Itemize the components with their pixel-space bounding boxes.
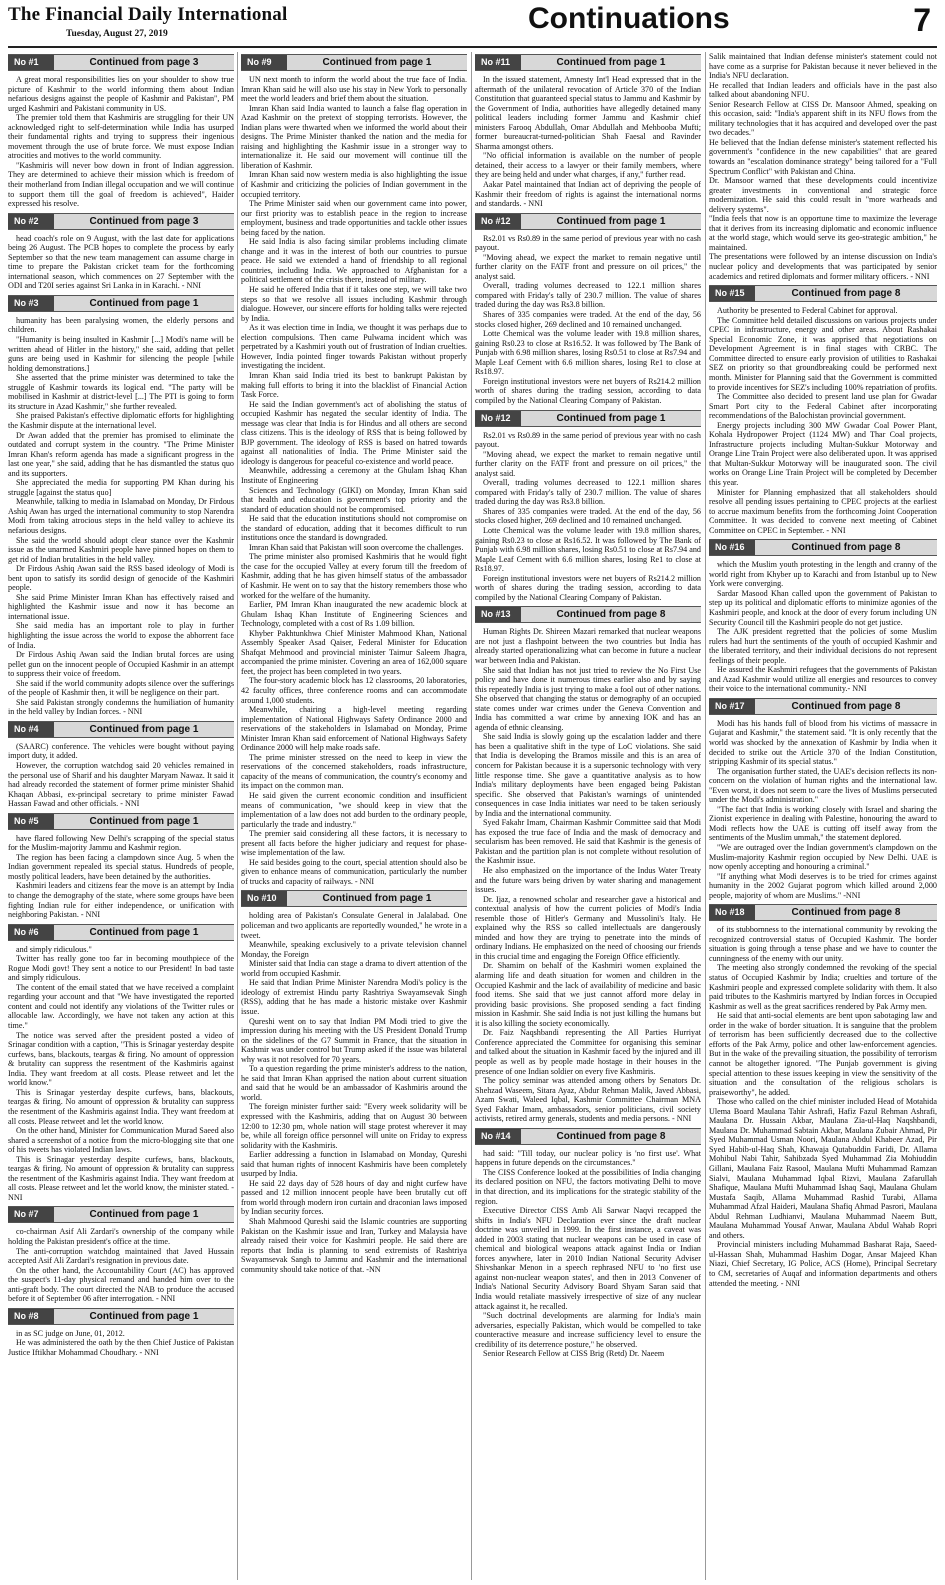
news-story bbox=[8, 213, 234, 291]
paragraph: The Committee also decided to present land use plan for Gwadar Smart Port city to the Federal Cabinet after incorporating recommendations of the Balochistan provincial government. bbox=[709, 392, 937, 421]
paragraph: Dr Firdous Ashiq Awan said the Indian brutal forces are using pellet gun on the innocent people of Occupied Kashmir in an attempt to suppress their voice of freedom. bbox=[8, 650, 234, 679]
paragraph: Shah Mahmood Qureshi said the Islamic countries are supporting Pakistan on the Kashmir issue and Iran, Turkey and Malaysia have already raised their voice for Kashmiri people. He said there are reports that India is planning to send extremists of Rashtriya Swayamsevak Sangh to Jammu and Kashmir and the international community should take notice of that. -NN bbox=[241, 1216, 467, 1274]
paragraph: Rs2.01 vs Rs0.89 in the same period of previous year with no cash payout. bbox=[475, 430, 701, 450]
story-number-tag: No #15 bbox=[709, 286, 755, 301]
paragraph: The prime minister stressed on the need to keep in view the reservations of the concerned stakeholders, roads infrastructure, capacity of the means of communication, the country's economy and its impact on the common man. bbox=[241, 752, 467, 791]
paragraph: Aakar Patel maintained that Indian act of depriving the people of Kashmir their freedom of rights is against the international norms and standards. - NNI bbox=[475, 180, 701, 209]
story-header bbox=[709, 698, 937, 715]
paragraph: Dr. Mansoor warned that these developments could incentivize greater investments in conventional and strategic force modernization. He said this could result in "more warheads and delivery systems". bbox=[709, 176, 937, 214]
paragraph: head coach's role on 9 August, with the last date for applications being 26 August. The PCB hopes to complete the process by early September so that the new team management can assume charge in time to prepare the Pakistan cricket team for the forthcoming international season, which commences on 27 September with the ODI and T20I series against Sri Lanka in in Karachi. - NNI bbox=[8, 233, 234, 291]
story-body bbox=[8, 945, 234, 1203]
paragraph: Salik maintained that Indian defense minister's statement could not have come as a surprise for Pakistan because it never believed in the India's NFU declaration. bbox=[709, 52, 937, 81]
story-body bbox=[241, 75, 467, 886]
story-body bbox=[709, 560, 937, 694]
paragraph: He said that Indian Prime Minister Narendra Modi's policy is the ideology of extremist Hindu party Rashtriya Swayamsevak Singh (RSS), adding that he has made a historic mistake over Kashmir issue. bbox=[241, 978, 467, 1016]
news-story bbox=[475, 1128, 701, 1359]
paragraph: Earlier addressing a function in Islamabad on Monday, Qureshi said that human rights of innocent Kashmiris have been completely usurped by India. bbox=[241, 1150, 467, 1179]
story-number-tag: No #6 bbox=[8, 925, 54, 940]
paragraph: Executive Director CISS Amb Ali Sarwar Naqvi recapped the shifts in India's NFU Declaration ever since the draft nuclear doctrine was unveiled in 1999. In the first instance, a caveat was added in 2003 stating that nuclear weapons can be used in case of chemical and biological weapons attack against India or Indian forces anywhere, later in 2010 Indian National Security Adviser Shivshankar Menon in a speech rephrased NFU to 'no first use against non-nuclear weapon states', and then in 2013 Convener of India's National Security Advisory Board Shyam Saran said that India would retaliate massively irrespective of size of any nuclear attack against it, he recalled. bbox=[475, 1206, 701, 1311]
paragraph: She said media has an important role to play in further highlighting the issue across the world to expose the abhorrent face of India. bbox=[8, 621, 234, 650]
paragraph: Khyber Pakhtunkhwa Chief Minister Mahmood Khan, National Assembly Speaker Asad Qaiser, Federal Minister for Education Shafqat Mehmood and provincial minister Taimur Saleem Jhagra, accompanied the prime minister. Covering an area of 162,000 square feet, the project has been completed in two years. bbox=[241, 628, 467, 676]
news-story bbox=[709, 539, 937, 694]
story-number-tag: No #18 bbox=[709, 905, 755, 920]
story-body bbox=[475, 431, 701, 603]
paragraph: She praised Pakistan's effective diplomatic efforts for highlighting the Kashmir dispute at the international level. bbox=[8, 411, 234, 430]
paragraph: Modi has his hands full of blood from his victims of massacre in Gujarat and Kashmir," the statement said. "It is only recently that the world was shocked by the annexation of Kashmir by India when it decided to strike out the Article 370 of the Indian Constitution, stripping Kashmir of its special status." bbox=[709, 718, 937, 767]
paragraph: "Humanity is being insulted in Kashmir [...] Modi's name will be written ahead of Hitler in the history," she said, adding that pellet guns are being used in Kashmir for silencing the people [while holding demonstrations.] bbox=[8, 335, 234, 373]
news-story bbox=[8, 813, 234, 920]
paragraph: She said Prime Minister Imran Khan has effectively raised and highlighted the Kashmir issue and now it has become an international issue. bbox=[8, 592, 234, 621]
paragraph: "The fact that India is working closely with Israel and sharing the Zionist experience in dealing with Palestine, honouring the award to Modi reflects how the UAE is cutting off itself away from the sentiments of the Muslim ummah," the statement deplored. bbox=[709, 804, 937, 843]
paragraph: Imran Khan said India tried its best to bankrupt Pakistan by making full efforts to bring it into the blacklist of Financial Action Task Force. bbox=[241, 370, 467, 400]
paragraph: The premier said considering all these factors, it is necessary to present all facts before the higher judiciary and request for phase-wise implementation of the law. bbox=[241, 829, 467, 858]
story-header bbox=[475, 1128, 701, 1145]
paragraph: Lotte Chemical was the volume leader with 19.8 million shares, gaining Rs0.23 to close at Rs16.52. It was followed by The Bank of Punjab with 6.98 million shares, losing Rs0.51 to close at Rs7.94 and Maple Leaf Cement with 6.6 million shares, losing Re1 to close at Rs18.97. bbox=[475, 329, 701, 377]
paragraph: The region has been facing a clampdown since Aug. 5 when the Indian government repealed its special status. Hundreds of people, mostly political leaders, have been detained by the authorities. bbox=[8, 852, 234, 881]
paragraph: "If anything what Modi deserves is to be tried for crimes against humanity in the 2002 Gujarat pogrom which killed around 2,000 people, majority of whom are Muslims." -NNI bbox=[709, 871, 937, 900]
paragraph: Sardar Masood Khan called upon the government of Pakistan to step up its political and diplomatic efforts to minimize agonies of the Kashmiri people, and knock at the door of every forum including UN Security Council till the Kashmiri people do not get justice. bbox=[709, 588, 937, 627]
story-body bbox=[8, 1227, 234, 1303]
story-header bbox=[475, 213, 701, 230]
paragraph: Earlier, PM Imran Khan inaugurated the new academic block at Ghulam Ishaq Khan Institute of Engineering Sciences and Technology, completed with a cost of Rs 1.09 billion. bbox=[241, 600, 467, 629]
news-story bbox=[475, 410, 701, 603]
story-body bbox=[709, 719, 937, 900]
paragraph: Dr Awan added that the premier has promised to eliminate the outdated and corrupt system in the country. "The Prime Minister Imran Khan's reform agenda has made a significant progress in the last one year," she said, adding that he has dismantled the status quo and its supporters. bbox=[8, 430, 234, 478]
story-body bbox=[709, 306, 937, 535]
paragraph: In the issued statement, Amnesty Int'l Head expressed that in the aftermath of the unilateral revocation of Article 370 of the Indian Constitution that guaranteed special status to Jammu and Kashmir by the Government of India, authorities have allegedly detained many political leaders including former Jammu and Kashmir chief ministers Farooq Abdullah, Omar Abdullah and Mehbooba Mufti; former bureaucrat-turned-politician Shah Faesal and Ravinder Sharma amongst others. bbox=[475, 75, 701, 151]
paragraph: As it was election time in India, we thought it was perhaps due to election compulsions. Then came Pulwama incident which was perpetrated by a Kashmiri youth out of frustration of Indian cruelties. However, India pointed finger towards Pakistan without properly investigating the incident. bbox=[241, 323, 467, 371]
story-number-tag: No #5 bbox=[8, 814, 54, 829]
continued-from-label: Continued from page 8 bbox=[791, 907, 901, 919]
issue-date: Tuesday, August 27, 2019 bbox=[66, 29, 168, 39]
story-header bbox=[241, 890, 467, 907]
paragraph: Rs2.01 vs Rs0.89 in the same period of previous year with no cash payout. bbox=[475, 233, 701, 253]
story-header bbox=[709, 539, 937, 556]
news-story bbox=[475, 54, 701, 209]
news-story bbox=[709, 698, 937, 900]
continued-from-label: Continued from page 1 bbox=[89, 723, 199, 735]
story-body bbox=[8, 834, 234, 920]
paragraph: He said given the current economic condition and insufficient means of communication, "we should keep in view that the implementation of a law does not add burden to the ordinary people, particularly the trade and industry." bbox=[241, 791, 467, 829]
paragraph: "Such doctrinal developments are alarming for India's main adversaries, especially Pakistan, which would be compelled to take counteractive measure and increase sufficiency level to ensure the credibility of its deterrence posture," he observed. bbox=[475, 1311, 701, 1349]
story-number-tag: No #4 bbox=[8, 722, 54, 737]
story-number-tag: No #12 bbox=[475, 214, 521, 229]
story-body bbox=[475, 75, 701, 209]
paragraph: Twitter has really gone too far in becoming mouthpiece of the Rogue Modi govt! They sent a notice to our President! In bad taste and simply ridiculous. bbox=[8, 954, 234, 983]
paragraph: "Moving ahead, we expect the market to remain negative until further clarity on the FATF front and pressure on oil prices," the analyst said. bbox=[475, 449, 701, 478]
paragraph: On the other hand, the Accountability Court (AC) has approved the suspect's 11-day physical remand and handed him over to the anti-graft body. The court directed the NAB to produce the accused before it of September 06 after interrogation. - NNI bbox=[8, 1265, 234, 1304]
paragraph: This is Srinagar yesterday despite curfews, bans, blackouts, teargas & firing. No amount of oppression & brutality can suppress the resentment of the Kashmiris against India. They want freedom at all costs. Please retweet and let the world know, the minister stated. - NNI bbox=[8, 1154, 234, 1202]
news-story bbox=[8, 924, 234, 1203]
paragraph: which the Muslim youth protesting in the length and cranny of the world right from Khyber up to Karachi and from Istanbul up to New York were converging. bbox=[709, 560, 937, 589]
news-story bbox=[475, 606, 701, 1123]
paragraph: co-chairman Asif Ali Zardari's ownership of the company while holding the Pakistan president's office at the time. bbox=[8, 1227, 234, 1246]
paragraph: Meanwhile, chairing a high-level meeting regarding implementation of National Highways Safety Ordinance 2000 and reservations of the stakeholders in Islamabad on Monday, Prime Minister Imran Khan said enforcement of National Highways Safety Ordinance 2000 will help make roads safe. bbox=[241, 705, 467, 753]
story-header bbox=[8, 813, 234, 830]
paragraph: She said that Indian has not just tried to review the No First Use policy and have done it numerous times earlier also and by saying this repeatedly India is just trying to make a fool out of other nations. She observed that changing the status or demography of an occupied state comes under war crimes under the Geneva Convention and India has committed a war crime by annexing IOK and has an agenda of ethnic cleansing. bbox=[475, 665, 701, 732]
column-divider bbox=[237, 52, 238, 1580]
paragraph: He also emphasized on the importance of the Indus Water Treaty and the future wars being driven by water sharing and management issues. bbox=[475, 866, 701, 895]
story-header bbox=[8, 1206, 234, 1223]
paragraph: The organisation further stated, the UAE's decision reflects its non-concern on the violation of human rights and the international law. "Even worst, it does not seem to care the lives of Muslims persecuted under the Modi's administration." bbox=[709, 766, 937, 805]
story-header bbox=[8, 1308, 234, 1325]
continued-from-label: Continued from page 8 bbox=[556, 609, 666, 621]
paragraph: Overall, trading volumes decreased to 122.1 million shares compared with Friday's tally of 230.7 million. The value of shares traded during the day was Rs3.8 billion. bbox=[475, 281, 701, 310]
story-header bbox=[475, 410, 701, 427]
paragraph: The presentations were followed by an intense discussion on India's nuclear policy and developments that was participated by senior academics and retired diplomats and former military officers. - NNI bbox=[709, 252, 937, 281]
paragraph: The policy seminar was attended among others by Senators Dr. Shehzad Waseem, Sitara Ayaz, Abdur Rehman Malik, Javed Abbasi, Azam Swati, Waleed Iqbal, Kashmir Committee Chairman MNA Syed Fakhar Imam, ambassadors, senior politicians, civil society activists, retired army generals, students and media persons. - NNI bbox=[475, 1076, 701, 1124]
paragraph: She said the world should adopt clear stance over the Kashmir issue as the unarmed Kashmiri people have pinned hopes on them to get rid of Indian brutalities in the held valley. bbox=[8, 535, 234, 564]
paragraph: Kashmiri leaders and citizens fear the move is an attempt by India to change the demography of the state, where some groups have been fighting Indian rule for either independence, or unification with neighboring Pakistan. - NNI bbox=[8, 881, 234, 920]
continued-from-label: Continued from page 8 bbox=[791, 700, 901, 712]
paragraph: Dr. Ijaz, a renowned scholar and researcher gave a historical and contextual analysis of how the current policies of Modi's India resemble those of Hitler's Germany and Mussolini's Italy. He explained why the RSS so called intellectuals are dangerously minded and how they are trying to penetrate into the minds of ordinary Indians. He emphasized on the need of choosing our friends in this crucial time and engaging the Foreign Office efficiently. bbox=[475, 894, 701, 961]
page-number: 7 bbox=[913, 2, 931, 38]
paragraph: The foreign minister further said: "Every week solidarity will be expressed with the Kashmiris, adding that on August 30 between 12:00 to 12:30 pm, whole nation will stage protest wherever it may be, while all foreign office personnel will unite on Friday to express solidarity with the Kashmiris. bbox=[241, 1102, 467, 1150]
continued-from-label: Continued from page 8 bbox=[791, 542, 901, 554]
story-body bbox=[8, 316, 234, 717]
paragraph: and simply ridiculous." bbox=[16, 944, 92, 954]
paragraph: Meanwhile, talking to media in Islamabad on Monday, Dr Firdous Ashiq Awan has urged the international community to stop Narendra Modi from taking atrocious steps in the held valley to achieve its nefarious designs. bbox=[8, 497, 234, 535]
paragraph: The AJK president regretted that the policies of some Muslim rulers had hurt the sentiments of the youth of occupied Kashmir and the liberated territory, and their individual decisions do not represent feelings of their people. bbox=[709, 627, 937, 665]
column-1 bbox=[8, 52, 234, 1580]
story-number-tag: No #9 bbox=[241, 55, 287, 70]
paragraph: A great moral responsibilities lies on your shoulder to show true picture of Kashmir to the world informing them about Indian nefarious designs against the people of Kashmir and Pakistan", PM urged Kashmiri and Pakistani community in US. bbox=[8, 75, 234, 113]
paragraph: of its stubbornness to the international community by revoking the recognized controversial status of Occupied Kashmir. The border situation is going through a tense phase and we have to counter the cunningness of the enemy with our unity. bbox=[709, 925, 937, 963]
news-story bbox=[8, 295, 234, 717]
story-body bbox=[475, 1149, 701, 1359]
paragraph: Overall, trading volumes decreased to 122.1 million shares compared with Friday's tally of 230.7 million. The value of shares traded during the day was Rs3.8 billion. bbox=[475, 478, 701, 507]
story-body bbox=[8, 742, 234, 809]
paragraph: This is Srinagar yesterday despite curfews, bans, blackouts, teargas & firing. No amount of oppression & brutality can suppress the resentment of the Kashmiris against India. They want freedom at all costs. Please retweet and let the world know. bbox=[8, 1087, 234, 1126]
story-body bbox=[709, 925, 937, 1288]
paragraph: Those who called on the chief minister included Head of Motahida Ulema Board Maulana Tahir Ashrafi, Hafiz Fazul Rehman Ashrafi, Maulana Dr. Hussain Akbar, Maulana Zia-ul-Haq Naqshbandi, Maulana Dr. Muhammad Sabtain Akbar, Maulana Zubair Ahmad, Pir Syed Muhammad Usman Noori, Maulana Abdul Khabeer Azad, Pir Syed Habib-ul-Haq Shah, Khawaja Qutabuddin Faridi, Dr. Allama Mohibul Nabi Tahir, Sahibzada Syed Muhammad Zia Mohiuddin Gillani, Maulana Faiz Rasool, Maulana Mufti Muhammad Ramzan Sialvi, Maulana Muhammad Iqbal Rizvi, Maulana Zafarullah Shafique, Maulana Mufti Muhammad Ishaq Saqi, Maulana Ghulam Mustafa Saqib, Allama Muhammad Rashid Turabi, Allama Muhammad Afzal Haideri, Maulana Shafiq Ahmad Pasrori, Maulana Abdul Rehman Ludhianvi, Maulana Muhammad Naeem Butt, Maulana Muhammad Yousaf Anwar, Maulana Abdul Wahab Ropri and others. bbox=[709, 1097, 937, 1240]
paragraph: She said India is slowly going up the escalation ladder and there has been a qualitative shift in the type of LoC violations. She said that India is developing the Bramos missile and this is an area of concern for Pakistan because it is a supersonic technology with very little response time. She gave a quantitative analysis as to how India's military deployments have been engaged being Pakistan specific. She observed that Pakistan's warnings of unintended consequences in case India initiates war need to be taken seriously by India and the international community. bbox=[475, 732, 701, 818]
paragraph: He said that the education institutions should not compromise on the standard of education, adding that it becomes difficult to run institutions once the standard is downgraded. bbox=[241, 514, 467, 543]
story-body bbox=[241, 911, 467, 1274]
paragraph: Shares of 335 companies were traded. At the end of the day, 56 stocks closed higher, 269 declined and 10 remained unchanged. bbox=[475, 310, 701, 329]
column-divider bbox=[705, 52, 706, 1580]
paragraph: Syed Fakahr Imam, Chairman Kashmir Committee said that Modi has exposed the true face of India and the mask of democracy and secularism has been removed. He said that Kashmir is the genesis of Pakistan and the partition plan is not complete without resolution of the Kashmir issue. bbox=[475, 818, 701, 866]
story-number-tag: No #11 bbox=[475, 55, 521, 70]
continued-from-label: Continued from page 1 bbox=[89, 297, 199, 309]
paragraph: Dr. Faiz Naqshbandi representing the All Parties Hurriyat Conference appreciated the Committee for organising this seminar and talked about the situation in Kashmir faced by the injured and ill people as well as by people made hostage in their houses in the presence of one Indian soldier on every five Kashmiris. bbox=[475, 1028, 701, 1076]
paragraph: He said he offered India that if it takes one step, we will take two steps so that we resolve all issues including Kashmir through dialogue. However, our sincere efforts for holding talks were rejected by India. bbox=[241, 285, 467, 323]
paragraph: "No official information is available on the number of people detained, their access to a lawyer or their family members, where they are being held and under what charges, if any," further read. bbox=[475, 151, 701, 180]
paragraph: humanity has been paralysing women, the elderly persons and children. bbox=[8, 315, 234, 335]
column-2 bbox=[241, 52, 467, 1580]
story-body bbox=[8, 1329, 234, 1358]
continued-from-label: Continued from page 1 bbox=[556, 412, 666, 424]
paragraph: Shares of 335 companies were traded. At the end of the day, 56 stocks closed higher, 269 declined and 10 remained unchanged. bbox=[475, 506, 701, 526]
paragraph: The Committee held detailed discussions on various projects under CPEC in infrastructure, energy and other areas. About Rashakai Special Economic Zone, it was apprised that negotiations on Development Agreement is in final stages with CRBC. The Committee directed to ensure early provision of utilities to Rashakai SEZ on priority so that groundbreaking could be performed next month. Minister for Planning said that the Government is committed to provide incentives for SEZ's including 100% repatriation of profits. bbox=[709, 315, 937, 392]
paragraph: Minister for Planning emphasized that all stakeholders should resolve all pending issues pertaining to CPEC projects at the earliest to accrue maximum benefits from the forthcoming Joint Cooperation Committee. It was decided to convene next meeting of Cabinet Committee on CPEC in September. - NNI bbox=[709, 487, 937, 535]
story-header bbox=[8, 924, 234, 941]
story-body bbox=[8, 234, 234, 291]
paragraph: "We are outraged over the Indian government's clampdown on the Muslim-majority Kashmir region occupied by New Delhi. UAE is now openly accepting and honouring a criminal." bbox=[709, 843, 937, 872]
paragraph: However, the corruption watchdog said 20 vehicles remained in the personal use of Sharif and his daughter Maryam Nawaz. It said it had already recorded the statement of former prime minister Shahid Khaqan Abbasi, ex-principal secretary to prime minister Fawad Hassan Fawad and other officials. - NNI bbox=[8, 761, 234, 809]
continued-from-label: Continued from page 1 bbox=[89, 926, 199, 938]
paragraph: (SAARC) conference. The vehicles were bought without paying import duty, it added. bbox=[8, 741, 234, 761]
paragraph: Authority be presented to Federal Cabinet for approval. bbox=[717, 306, 898, 316]
news-story bbox=[709, 904, 937, 1288]
news-story bbox=[709, 52, 937, 281]
paragraph: "Moving ahead, we expect the market to remain negative until further clarity on the FATF front and pressure on oil prices," the analyst said. bbox=[475, 252, 701, 281]
paragraph: The four-story academic block has 12 classrooms, 20 laboratories, 42 faculty offices, three conference rooms and can accommodate around 1,000 students. bbox=[241, 676, 467, 705]
paragraph: The meeting also strongly condemned the revoking of the special status of Occupied Kashmir by India; cruelties and torture of the Kashmiri people and expressed complete solidarity with them. It also paid tributes to the Kashmiris martyred by Indian forces in Occupied Kashmir as well as the great sacrifices rendered by Pak Army men. bbox=[709, 963, 937, 1011]
news-story bbox=[8, 54, 234, 209]
story-header bbox=[8, 54, 234, 71]
paragraph: She said Pakistan strongly condemns the humiliation of humanity in the held valley by Indian forces. - NNI bbox=[8, 697, 234, 717]
paragraph: Senior Research Fellow at CISS Dr. Mansoor Ahmed, speaking on this occasion, said: "India's apparent shift in its NFU flows from the military technologies that it has acquired and developed over the past two decades." bbox=[709, 99, 937, 138]
paragraph: She appreciated the media for supporting PM Khan during his struggle [against the status quo] bbox=[8, 478, 234, 497]
continued-from-label: Continued from page 1 bbox=[89, 1209, 199, 1221]
paragraph: Foreign institutional investors were net buyers of Rs214.2 million worth of shares during the trading session, according to data compiled by the National Clearing Company of Pakistan. bbox=[475, 376, 701, 405]
story-number-tag: No #8 bbox=[8, 1309, 54, 1324]
story-header bbox=[8, 295, 234, 312]
paragraph: Minister said that India can stage a drama to divert attention of the world from occupied Kashmir. bbox=[241, 959, 467, 978]
news-story bbox=[8, 1206, 234, 1303]
story-header bbox=[709, 285, 937, 302]
paragraph: Meanwhile, speaking exclusively to a private television channel Monday, the Foreign bbox=[241, 940, 467, 959]
masthead bbox=[8, 4, 937, 48]
paragraph: Qureshi went on to say that Indian PM Modi tried to give the impression during his meeting with the US President Donald Trump on the sidelines of the G7 Summit in France, that the situation in Kashmir was under control but Trump asked if the issue was bilateral why was it not resolved for 70 years. bbox=[241, 1016, 467, 1064]
continued-from-label: Continued from page 1 bbox=[556, 57, 666, 68]
continued-from-label: Continued from page 8 bbox=[556, 1130, 666, 1142]
news-story bbox=[8, 721, 234, 809]
paragraph: "India feels that now is an opportune time to maximize the leverage that it derives from its increasing diplomatic and economic influence at the world stage, which would serve its geo-strategic ambition," he maintained. bbox=[709, 214, 937, 252]
paragraph: He said 22 days day of 528 hours of day and night curfew have passed and 12 million innocent people have been brutally cut off from world through modern iron curtain and draconian laws imposed by Indian security forces. bbox=[241, 1178, 467, 1217]
story-header bbox=[8, 721, 234, 738]
paragraph: Foreign institutional investors were net buyers of Rs214.2 million worth of shares during the trading session, according to data compiled by the National Clearing Company of Pakistan. bbox=[475, 573, 701, 602]
continued-from-label: Continued from page 3 bbox=[89, 215, 199, 227]
story-number-tag: No #7 bbox=[8, 1207, 54, 1222]
story-number-tag: No #12 bbox=[475, 411, 521, 426]
paragraph: Imran Khan said now western media is also highlighting the issue of Kashmir and criticizing the policies of Indian government in the occupied territory. bbox=[241, 170, 467, 199]
paragraph: Dr. Shamim on behalf of the Kashmiri women explained the alarming life and death situation for women and children in the Occupied Kashmir and the lack of availability of medicine and basic food items. She said that we just cannot afford more delay in providing basic provisions. She proposed sending a fact finding mission in Kashmir. She said India is not just killing the humans but it is also killing the society economically. bbox=[475, 961, 701, 1028]
paragraph: had said: "Till today, our nuclear policy is 'no first use'. What happens in future depends on the circumstances." bbox=[475, 1148, 701, 1168]
story-header bbox=[475, 54, 701, 71]
continued-from-label: Continued from page 1 bbox=[322, 893, 432, 905]
paragraph: He was administered the oath by the then Chief Justice of Pakistan Justice Iftikhar Mohammad Choudhary. - NNI bbox=[8, 1338, 234, 1357]
paragraph: The CISS Conference looked at the possibilities of India changing its declared position on NFU, the factors motivating Delhi to move in that direction, and its implications for the strategic stability of the region. bbox=[475, 1167, 701, 1206]
paragraph: The anti-corruption watchdog maintained that Javed Hussain accepted Asif Ali Zardari's resignation in previous date. bbox=[8, 1246, 234, 1266]
column-4 bbox=[709, 52, 937, 1580]
paragraph: She asserted that the prime minister was determined to take the struggle of Kashmir towards its logical end. "The party will be mobilised in Kashmir at district-level [...] The PTI is going to form its structure in Azad Kashmir," she further revealed. bbox=[8, 373, 234, 411]
paragraph: Provincial ministers including Muhammad Basharat Raja, Saeed-ul-Hassan Shah, Muhammad Hashim Dogar, Ansar Majeed Khan Niazi, Chief Secretary, IG Police, ACS (Home), Principal Secretary to CM, secretaries of Auqaf and information departments and others attended the meeting. - NNI bbox=[709, 1240, 937, 1288]
story-body bbox=[475, 627, 701, 1123]
continued-from-label: Continued from page 1 bbox=[89, 1310, 199, 1322]
continued-from-label: Continued from page 1 bbox=[322, 57, 432, 68]
continued-from-label: Continued from page 3 bbox=[89, 57, 199, 68]
paragraph: Imran Khan said India wanted to launch a false flag operation in Azad Kashmir on the pretext of stopping terrorists. However, the Indian plans were thwarted when we informed the world about their designs. The Prime Minister thanked the nation and the media for raising and highlighting the Kashmir issue in a stronger way to internationalize it. He said our movement will continue till the liberation of Kashmir. bbox=[241, 103, 467, 170]
paragraph: He said that anti-social elements are bent upon sabotaging law and order in the wake of border situation. It is sanguine that the problem of terrorism has been sufficiently decreased due to the collective efforts of the Pak Army, police and other law-enforcement agencies. But in the wake of the prevailing situation, the possibility of terrorism cannot be altogether ignored. "The Punjab government is giving special attention to these issues keeping in view the sensitivity of the situation and the consultation of the religious scholars is praiseworthy", he added. bbox=[709, 1011, 937, 1097]
paragraph: The premier told them that Kashmiris are struggling for their UN acknowledged right to self-determination while India has usurped their fundamental rights and trying to suppress their ingenious movement through the use of brute force. We must expose Indian atrocities and motives to the world community. bbox=[8, 113, 234, 161]
paragraph: Lotte Chemical was the volume leader with 19.8 million shares, gaining Rs0.23 to close at Rs16.52. It was followed by The Bank of Punjab with 6.98 million shares, losing Rs0.51 to close at Rs7.94 and Maple Leaf Cement with 6.6 million shares, losing Re1 to close at Rs18.97. bbox=[475, 525, 701, 574]
story-number-tag: No #2 bbox=[8, 214, 54, 229]
story-number-tag: No #16 bbox=[709, 540, 755, 555]
continued-from-label: Continued from page 8 bbox=[791, 288, 901, 300]
continued-from-label: Continued from page 1 bbox=[89, 815, 199, 827]
paragraph: To a question regarding the prime minister's address to the nation, he said that Imran Khan apprised the nation about current situation and said that he would be an ambassador of Kashmiris around the world. bbox=[241, 1064, 467, 1102]
column-divider bbox=[471, 52, 472, 1580]
paragraph: have flared following New Delhi's scrapping of the special status for the Muslim-majority Jammu and Kashmir region. bbox=[8, 833, 234, 853]
story-body bbox=[8, 75, 234, 209]
story-number-tag: No #3 bbox=[8, 296, 54, 311]
paragraph: Imran Khan said that Pakistan will soon overcome the challenges. bbox=[249, 542, 464, 552]
story-header bbox=[8, 213, 234, 230]
story-number-tag: No #14 bbox=[475, 1129, 521, 1144]
story-number-tag: No #10 bbox=[241, 891, 287, 906]
paragraph: On the other hand, Minister for Communication Murad Saeed also shared a screenshot of a notice from the micro-blogging site that one of his tweets has violated Indian laws. bbox=[8, 1126, 234, 1155]
paragraph: Energy projects including 300 MW Gwadar Coal Power Plant, Kohala Hydropower Project (1124 MW) and Thar Coal projects, Infrastructure projects including Multan-Sukkur Motorway and Orange Line Train Project were also deliberated upon. It was apprised that Multan-Sukkur Motorway will be inaugurated soon. The civil works on Orange Line Train Project will be completed by December this year. bbox=[709, 420, 937, 487]
news-story bbox=[8, 1308, 234, 1358]
story-header bbox=[475, 606, 701, 623]
paragraph: Meanwhile, addressing a ceremony at the Ghulam Ishaq Khan Institute of Engineering bbox=[241, 466, 467, 485]
news-story bbox=[709, 285, 937, 535]
paper-name: The Financial Daily International bbox=[8, 4, 288, 25]
paragraph: in as SC judge on June, 01, 2012. bbox=[16, 1328, 125, 1338]
news-story bbox=[241, 54, 467, 886]
paragraph: He recalled that Indian leaders and officials have in the past also talked about abandoning NFU. bbox=[709, 80, 937, 100]
news-story bbox=[241, 890, 467, 1274]
news-story bbox=[475, 213, 701, 406]
paragraph: Sciences and Technology (GIKI) on Monday, Imran Khan said that health and education is government's top priority and the standard of education should not be compromised. bbox=[241, 485, 467, 514]
paragraph: Senior Research Fellow at CISS Brig (Retd) Dr. Naeem bbox=[483, 1349, 665, 1359]
paragraph: The notice was served after the president posted a video of Srinagar condition with a caption, "This is Srinagar yesterday despite curfews, bans, blackouts, teargas & firing. No amount of oppression & brutality can suppress the resentment of the Kashmiris against India. They want freedom at all costs. Please retweet and let the world know." bbox=[8, 1030, 234, 1088]
paragraph: Human Rights Dr. Shireen Mazari remarked that nuclear weapons are not just a flashpoint between the two countries but India has already started operationalizing what can become in future a nuclear war between India and Pakistan. bbox=[475, 627, 701, 665]
paragraph: Dr Firdous Ashiq Awan said the RSS based ideology of Modi is bent upon to satisfy its sordid design of genocide of the Kashmiri people. bbox=[8, 564, 234, 593]
paragraph: The content of the email stated that we have received a complaint regarding your account and that "We have investigated the reported content and could not identify any violations of the Twitter rules or allocable law. Accordingly, we have not taken any action at this time." bbox=[8, 982, 234, 1031]
story-number-tag: No #1 bbox=[8, 55, 54, 70]
paragraph: She said if the world community adopts silence over the sufferings of the people of Kashmir then, it will be negligence on their part. bbox=[8, 678, 234, 698]
story-body bbox=[709, 52, 937, 281]
story-header bbox=[709, 904, 937, 921]
story-body bbox=[475, 234, 701, 406]
section-title: Continuations bbox=[528, 2, 730, 35]
paragraph: The Prime Minister said when our government came into power, our first priority was to establish peace in the region to increase employment, business and trade opportunities and tackle other issues being faced by the nation. bbox=[241, 199, 467, 237]
paragraph: He said India is also facing similar problems including climate change and it was in the interest of both our countries to pursue peace. He said we extended a hand of friendship to all regional countries, including India. We approached to Afghanistan for a political settlement of the crisis there, instead of military. bbox=[241, 237, 467, 285]
paragraph: He assured the Kashmiri refugees that the governments of Pakistan and Azad Kashmir would utilize all energies and resources to convey their voice to the international community.- NNI bbox=[709, 665, 937, 694]
paragraph: He said the Indian government's act of abolishing the status of occupied Kashmir has negated the secular identity of India. The message was clear that India is for Hindus and all others are second class citizens. This is the ideology of RSS that is being followed by BJP government. The ideology of RSS is based on hatred towards against all nationalities of India. The Prime Minister said the ideology is dangerous for peaceful co-existence and world peace. bbox=[241, 399, 467, 466]
paragraph: He believed that the Indian defense minister's statement reflected his government's "confidence in the new capabilities" that are geared towards an "escalation dominance strategy" being tailored for a "Full Spectrum Conflict" with Pakistan and China. bbox=[709, 137, 937, 176]
paragraph: The prime minister also promised Kashmiris that he would fight the case for the occupied Valley at every forum till the freedom of Kashmir, adding that he has given himself status of the ambassador of Kashmir. He went on to say that the history remembers those who worked for the welfare of the humanity. bbox=[241, 552, 467, 600]
paragraph: UN next month to inform the world about the true face of India. Imran Khan said he will also use his stay in New York to personally meet the world leaders and brief them about the situation. bbox=[241, 75, 467, 104]
story-number-tag: No #13 bbox=[475, 607, 521, 622]
story-header bbox=[241, 54, 467, 71]
continued-from-label: Continued from page 1 bbox=[556, 215, 666, 227]
column-3 bbox=[475, 52, 701, 1580]
paragraph: He said besides going to the court, special attention should also be given to enhance means of communication, particularly the number of trucks and capacity of railways. - NNI bbox=[241, 857, 467, 886]
paragraph: holding area of Pakistan's Consulate General in Jalalabad. One policeman and two applicants are reportedly wounded," he wrote in a tweet. bbox=[241, 911, 467, 940]
story-number-tag: No #17 bbox=[709, 699, 755, 714]
paragraph: "Kashmiris will never bow down in front of Indian aggression. They are determined to achieve their mission which is freedom of their motherland from Indian illegal occupation and we will continue to support them till the goal of freedom is achieved", Haider expressed his resolve. bbox=[8, 160, 234, 209]
